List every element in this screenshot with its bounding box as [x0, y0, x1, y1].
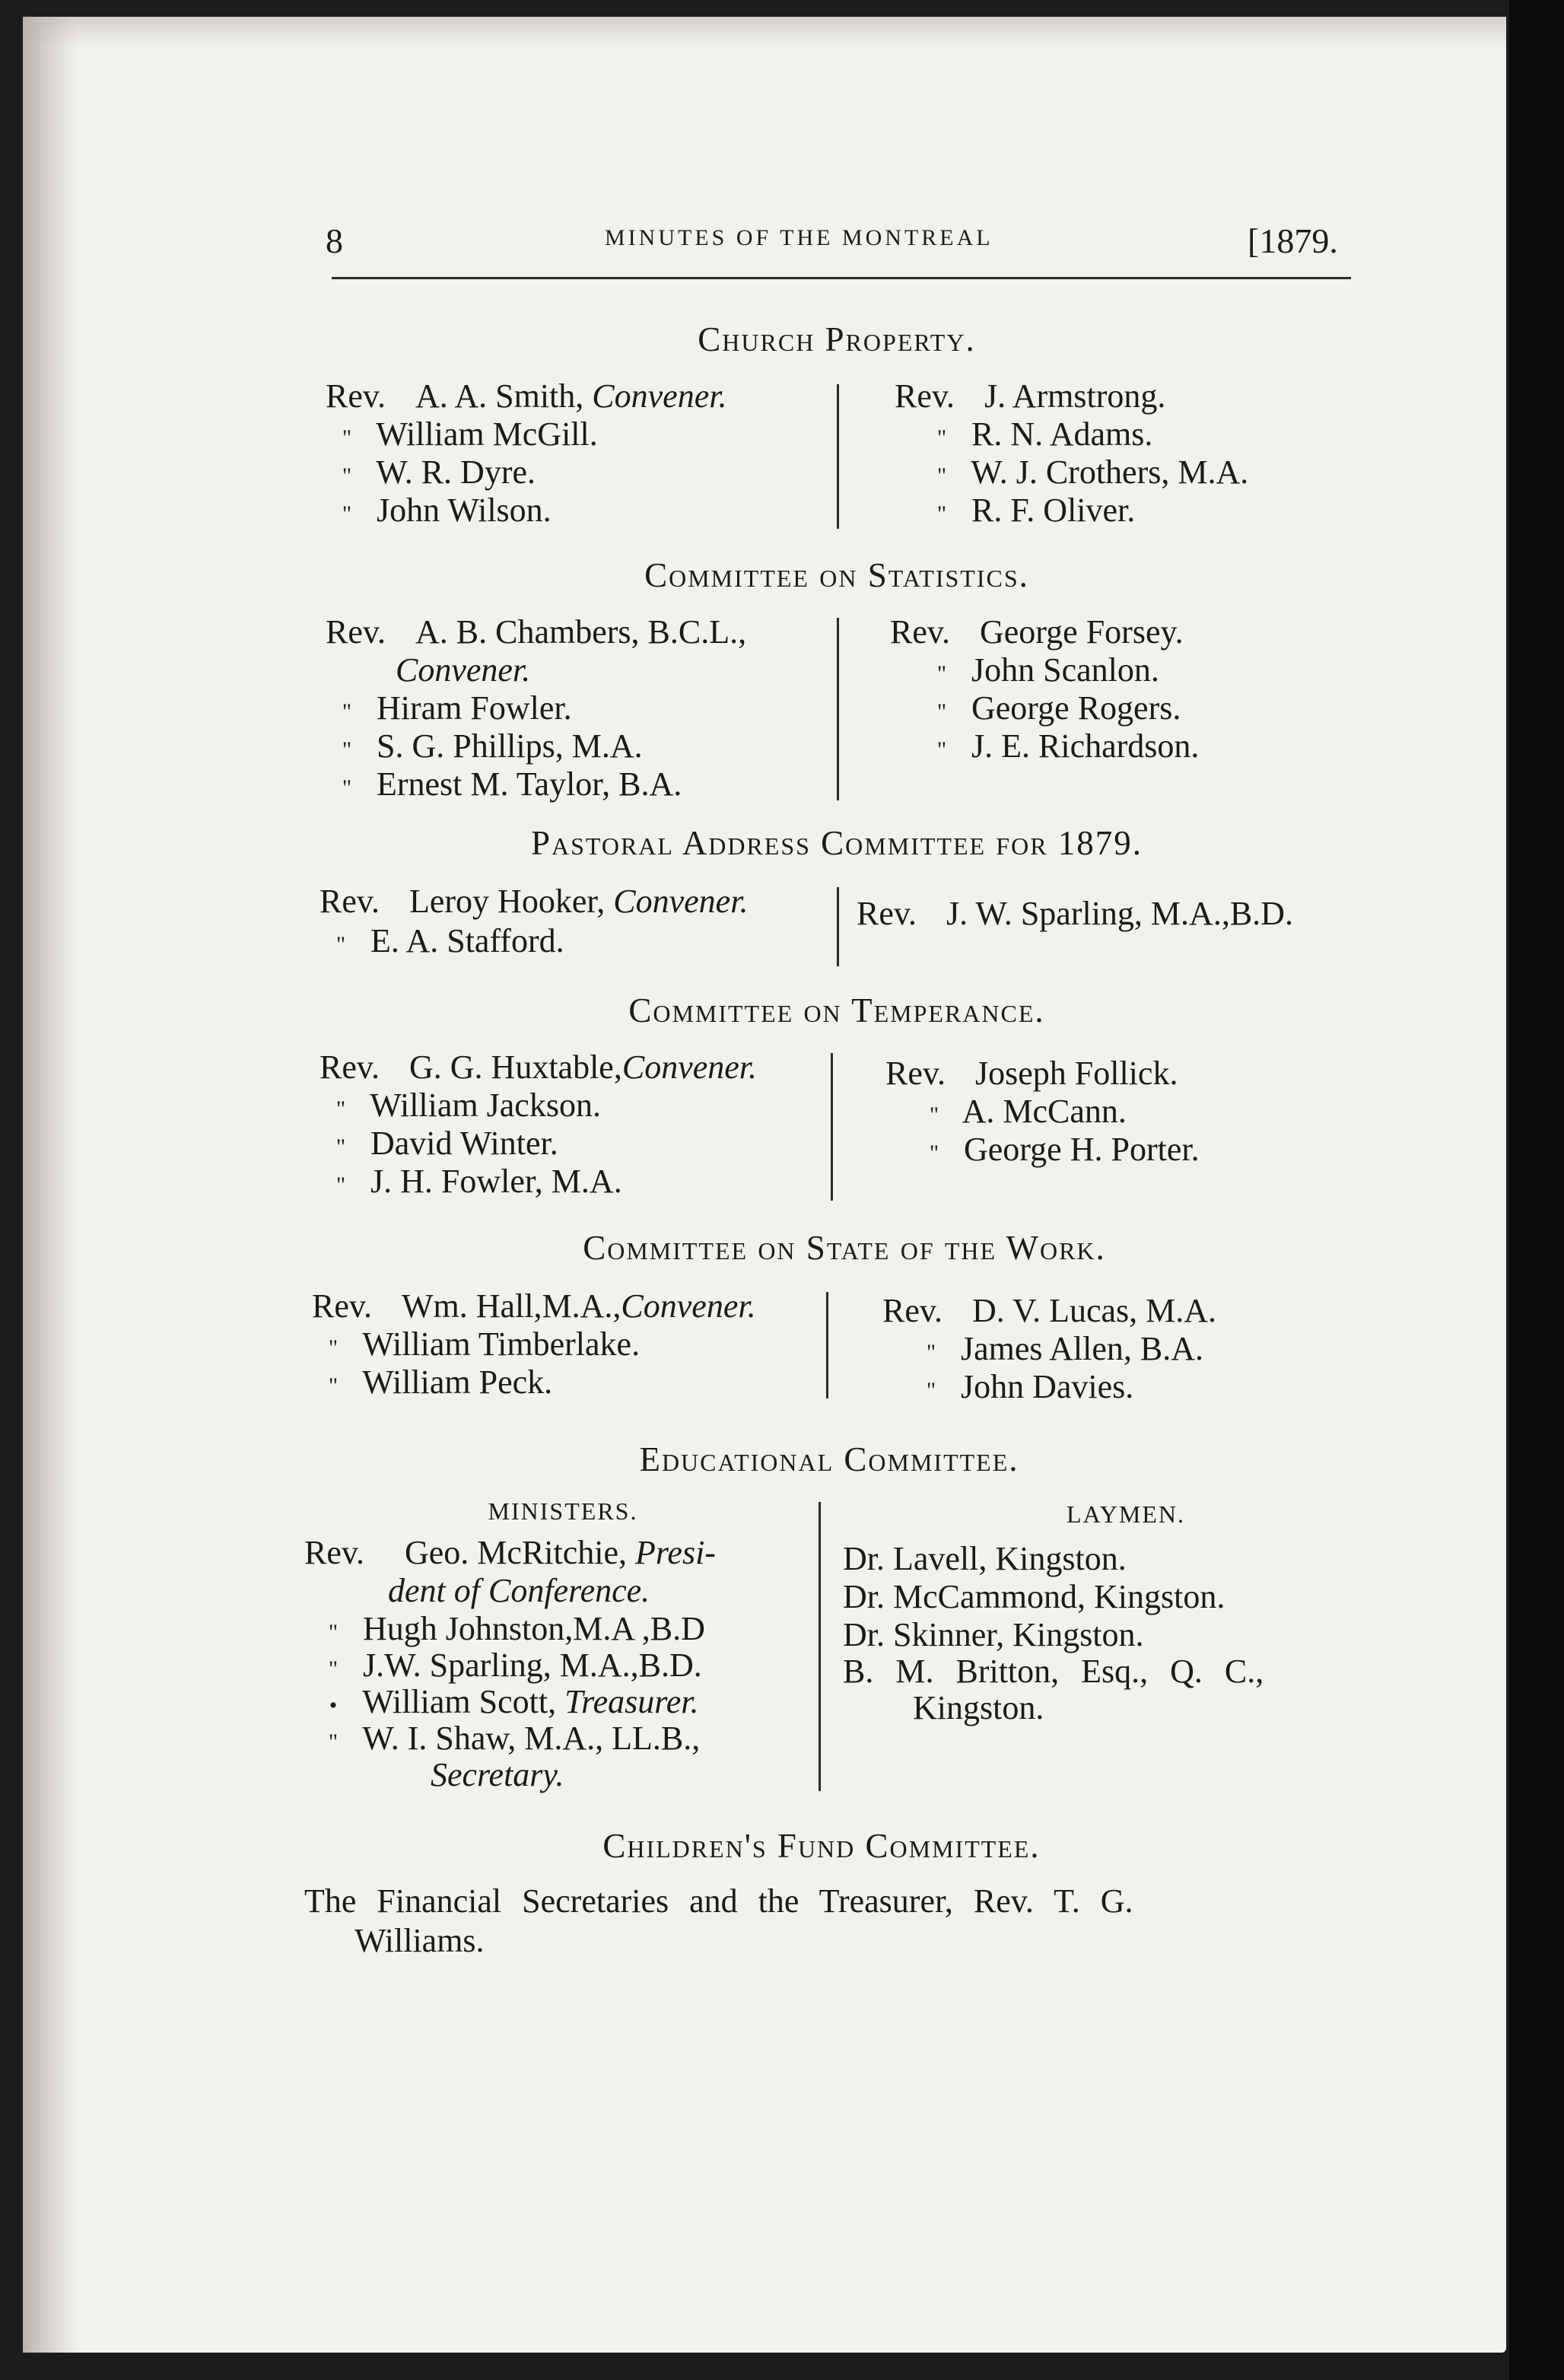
member-line: Rev. Joseph Follick. — [885, 1055, 1178, 1092]
heading-educational: Educational Committee. — [639, 1440, 1019, 1478]
member-line: " S. G. Phillips, M.A. — [342, 727, 643, 765]
member-line: " J. H. Fowler, M.A. — [335, 1163, 622, 1200]
heading-statistics: Committee on Statistics. — [644, 556, 1029, 594]
member-line: dent of Conference. — [388, 1572, 650, 1609]
member-line: Rev. D. V. Lucas, M.A. — [882, 1292, 1217, 1329]
member-line: Rev. J. Armstrong. — [895, 377, 1166, 415]
header-rule — [332, 277, 1351, 279]
member-line: " R. N. Adams. — [936, 415, 1153, 453]
member-line: " David Winter. — [335, 1125, 558, 1162]
member-line: • William Scott, Treasurer. — [329, 1683, 699, 1720]
member-line: " George H. Porter. — [929, 1131, 1200, 1168]
member-line: " A. McCann. — [929, 1093, 1127, 1130]
ministers-heading: MINISTERS. — [488, 1497, 638, 1525]
column-divider — [837, 887, 839, 966]
column-divider — [837, 618, 839, 800]
member-line: Convener. — [396, 651, 531, 689]
member-line: " Ernest M. Taylor, B.A. — [342, 765, 682, 803]
member-line: " John Wilson. — [342, 492, 552, 529]
layman-line: B. M. Britton, Esq., Q. C., — [843, 1653, 1264, 1690]
layman-line: Kingston. — [913, 1689, 1044, 1726]
member-line: " W. R. Dyre. — [342, 453, 536, 491]
member-line: " J. E. Richardson. — [936, 727, 1200, 765]
member-line: " Hugh Johnston,M.A ,B.D — [328, 1610, 705, 1647]
header-year: [1879. — [1248, 221, 1338, 260]
member-line: Rev. George Forsey. — [890, 613, 1184, 651]
member-line: Rev. Geo. McRitchie, Presi- — [304, 1534, 716, 1571]
member-line: Rev. G. G. Huxtable,Convener. — [319, 1048, 758, 1086]
member-line: Secretary. — [431, 1756, 564, 1793]
member-line: " E. A. Stafford. — [335, 922, 564, 959]
member-line: Rev. Leroy Hooker, Convener. — [319, 883, 749, 920]
laymen-heading: LAYMEN. — [1067, 1500, 1185, 1528]
column-divider — [831, 1053, 833, 1201]
column-divider — [826, 1292, 828, 1398]
heading-pastoral-address: Pastoral Address Committee for 1879. — [530, 824, 1143, 862]
member-line: Rev. A. B. Chambers, B.C.L., — [326, 613, 747, 651]
member-line: Rev. A. A. Smith, Convener. — [326, 377, 727, 415]
member-line: " John Scanlon. — [936, 651, 1159, 689]
layman-line: Dr. McCammond, Kingston. — [843, 1578, 1225, 1615]
heading-childrens-fund: Children's Fund Committee. — [602, 1827, 1041, 1865]
member-line: " William Peck. — [328, 1363, 553, 1401]
heading-temperance: Committee on Temperance. — [628, 991, 1045, 1029]
member-line: " R. F. Oliver. — [936, 492, 1136, 529]
column-divider — [837, 384, 839, 529]
member-line: " William Jackson. — [335, 1087, 601, 1124]
member-line: " J.W. Sparling, M.A.,B.D. — [328, 1647, 702, 1684]
member-line: " W. J. Crothers, M.A. — [936, 453, 1249, 491]
running-title: MINUTES OF THE MONTREAL — [605, 225, 993, 250]
member-line: Rev. Wm. Hall,M.A.,Convener. — [312, 1287, 756, 1325]
member-line: " William Timberlake. — [328, 1325, 641, 1363]
member-line: " James Allen, B.A. — [926, 1330, 1203, 1367]
layman-line: Dr. Lavell, Kingston. — [843, 1540, 1127, 1577]
paragraph-line: The Financial Secretaries and the Treasurer, Rev. T. G. — [304, 1882, 1133, 1920]
member-line: Rev. J. W. Sparling, M.A.,B.D. — [857, 895, 1293, 932]
member-line: " Hiram Fowler. — [342, 689, 572, 727]
layman-line: Dr. Skinner, Kingston. — [843, 1616, 1144, 1653]
paragraph-line: Williams. — [354, 1922, 485, 1959]
member-line: " John Davies. — [926, 1368, 1134, 1405]
heading-church-property: Church Property. — [698, 320, 976, 358]
member-line: " William McGill. — [342, 415, 598, 453]
member-line: " W. I. Shaw, M.A., LL.B., — [328, 1720, 701, 1757]
heading-state-of-work: Committee on State of the Work. — [583, 1229, 1106, 1267]
page-number: 8 — [326, 221, 343, 260]
column-divider — [819, 1502, 821, 1791]
member-line: " George Rogers. — [936, 689, 1181, 727]
